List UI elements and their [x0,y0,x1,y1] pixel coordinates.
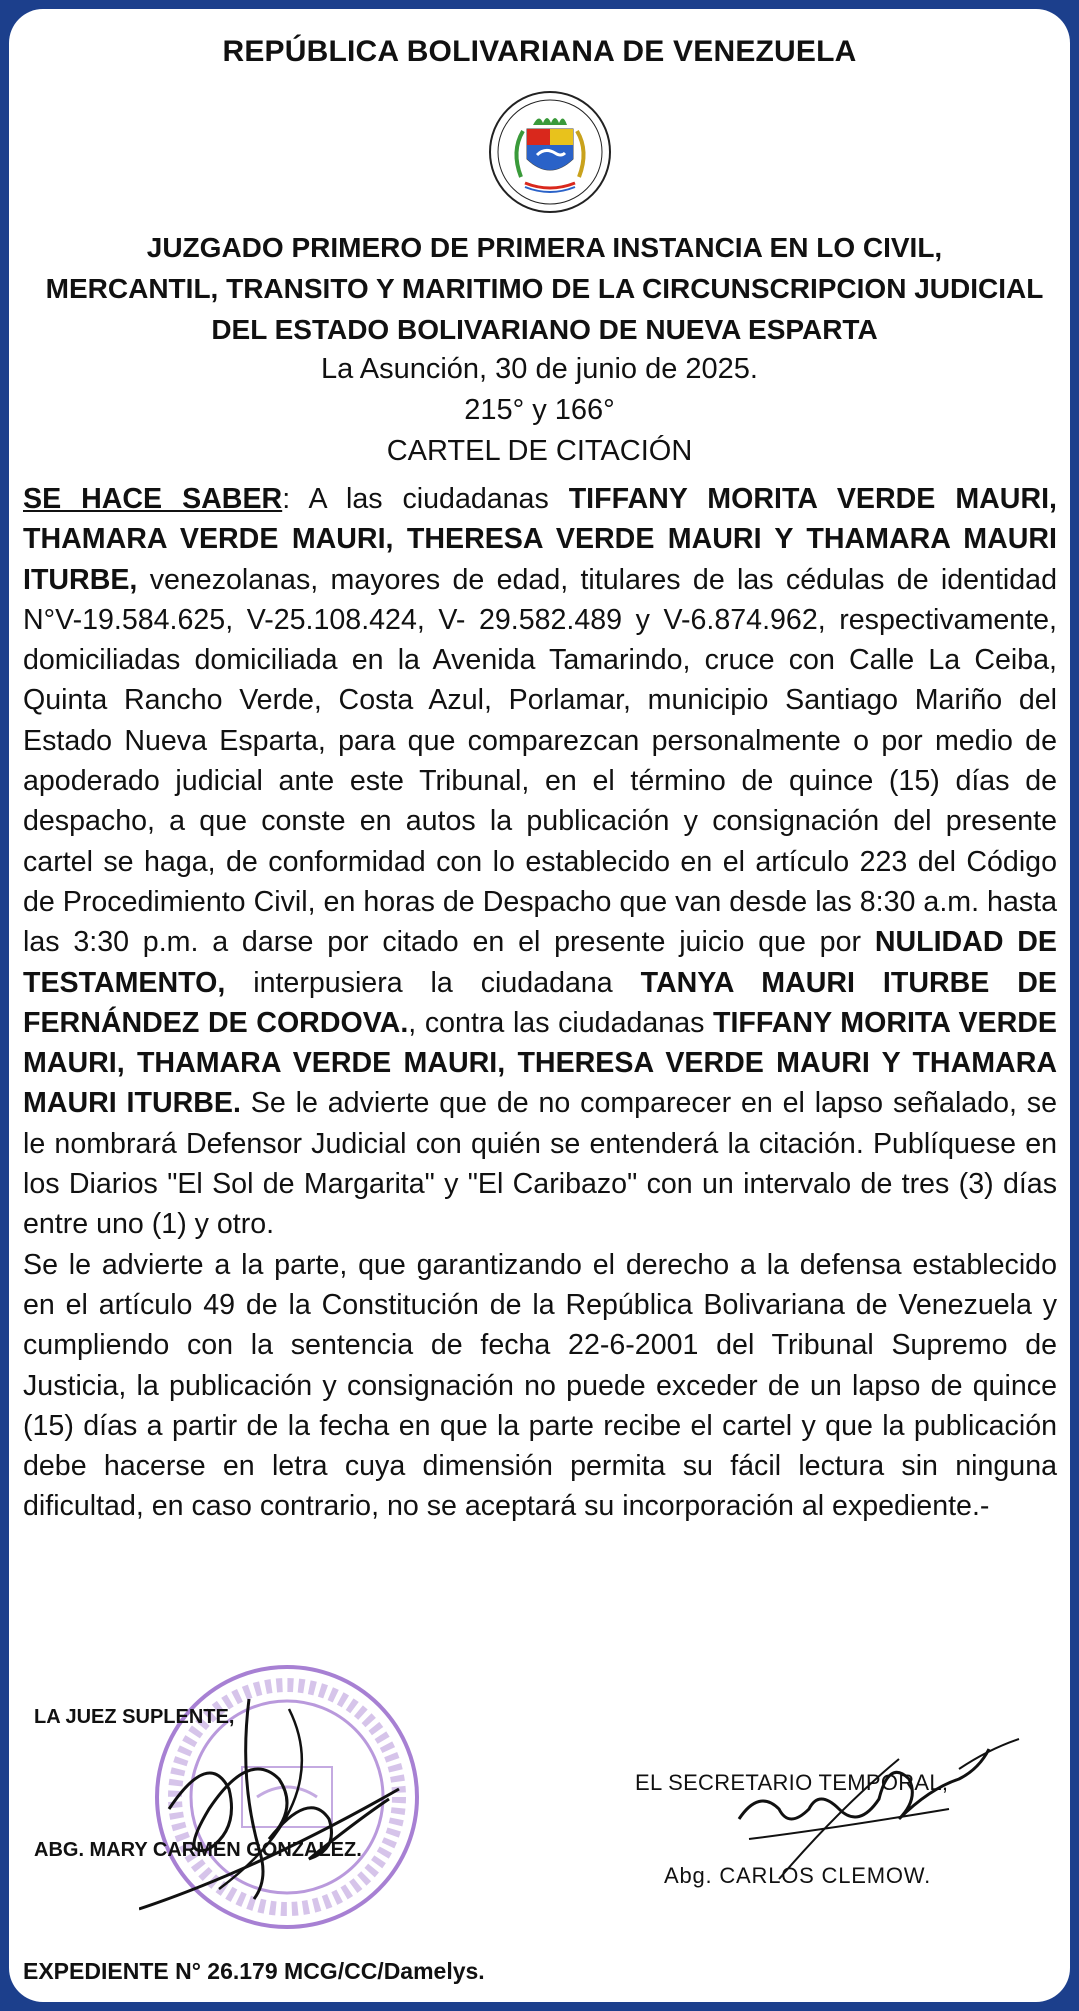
body-text-2: venezolanas, mayores de edad, titulares de las cédulas de identidad N°V-19.584.625, V-25.108.424, V- 29.582.489 y V-6.874.962, respectivamente, domiciliadas domiciliada en la Avenida Tamarindo, cruce con Calle La Ceiba, Quinta Rancho Verde, Costa Azul, Porlamar, municipio Santiago Mariño del Estado Nueva Esparta, para que comparezcan personalmente o por medio de apoderado judicial ante este Tribunal, en el término de quince (15) días de despacho, a que conste en autos la publicación y consignación del presente cartel se haga, de conformidad con lo establecido en el artículo 223 del Código de Procedimiento Civil, en horas de Despacho que van desde las 8:30 a.m. hasta las 3:30 p.m. a darse por citado en el presente juicio que por [23,563,1057,959]
notice-body [23,479,1057,1527]
court-line-1: JUZGADO PRIMERO DE PRIMERA INSTANCIA EN LO CIVIL, [146,232,943,263]
notice-paragraph-2: Se le advierte a la parte, que garantizando el derecho a la defensa establecido en el artículo 49 de la Constitución de la República Bolivariana de Venezuela y cumpliendo con la sentencia de fecha 22-6-2001 del Tribunal Supremo de Justicia, la publicación y consignación no puede exceder de un lapso de quince (15) días a partir de la fecha en que la parte recibe el cartel y que la publicación debe hacerse en letra cuya dimensión permita su fácil lectura sin ninguna dificultad, en caso contrario, no se aceptará su incorporación al expediente.- [23,1248,1057,1523]
court-heading [19,227,1070,350]
lead-phrase: SE HACE SABER [23,483,283,515]
court-line-3: DEL ESTADO BOLIVARIANO DE NUEVA ESPARTA [211,314,878,345]
body-text-3: interpusiera la ciudadana [225,966,641,999]
plaintiff-name: TANYA MAURI ITURBE DE FERNÁNDEZ DE CORDOVA. [23,966,1058,1039]
document-title: CARTEL DE CITACIÓN [386,435,693,467]
defendants-names-1: TIFFANY MORITA VERDE MAURI, THAMARA VERDE MAURI, THERESA VERDE MAURI Y THAMARA MAURI ITURBE, [23,483,1057,596]
body-text-4: , contra las ciudadanas [408,1006,714,1039]
secretary-title: EL SECRETARIO TEMPORAL, [635,1770,949,1795]
case-file-number: EXPEDIENTE N° 26.179 MCG/CC/Damelys. [23,1958,485,1984]
body-text-1: : A las ciudadanas [282,483,569,515]
defendants-names-2: TIFFANY MORITA VERDE MAURI, THAMARA VERDE MAURI, THERESA VERDE MAURI Y THAMARA MAURI ITURBE. [23,1006,1057,1120]
judge-signature-icon [139,1659,439,1929]
coat-of-arms-seal-icon [487,89,613,215]
body-text-5: Se le advierte que de no comparecer en el lapso señalado, se le nombrará Defensor Judicial con quién se entenderá la citación. Publíquese en los Diarios "El Sol de Margarita" y "El Caribazo" con un intervalo de tres (3) días entre uno (1) y otro. [23,1087,1057,1241]
notice-paragraph-1 [23,479,1057,1245]
notice-card [9,9,1070,2002]
judge-title: LA JUEZ SUPLENTE, [34,1706,235,1728]
judge-name: ABG. MARY CARMEN GONZALEZ. [34,1839,362,1861]
place-date: La Asunción, 30 de junio de 2025. [321,353,758,385]
secretary-name: Abg. CARLOS CLEMOW. [664,1863,932,1888]
case-type: NULIDAD DE TESTAMENTO, [23,926,1057,999]
country-heading: REPÚBLICA BOLIVARIANA DE VENEZUELA [222,35,857,68]
court-line-2: MERCANTIL, TRANSITO Y MARITIMO DE LA CIRCUNSCRIPCION JUDICIAL [45,273,1044,304]
years-line: 215° y 166° [464,394,615,426]
